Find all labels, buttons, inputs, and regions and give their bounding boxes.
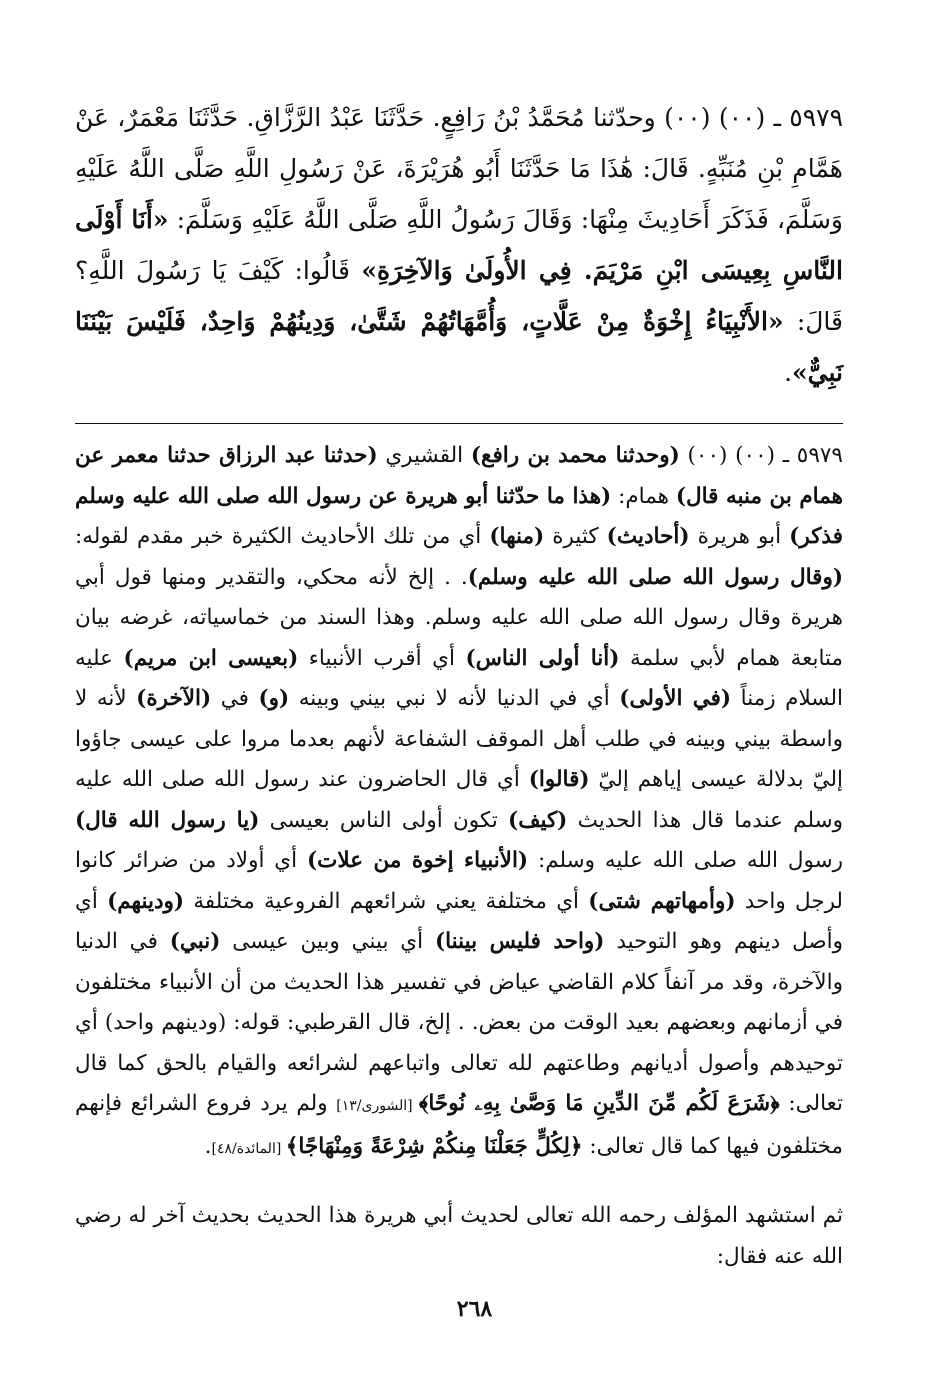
commentary-quote: (الآخرة) xyxy=(136,686,212,711)
commentary-quote: (قالوا) xyxy=(528,767,590,792)
commentary-segment: ولم يرد فروع الشرائع فإنهم مختلفون فيها كما قال تعالى: xyxy=(75,1091,843,1159)
commentary-segment: أي وأصل دينهم وهو التوحيد xyxy=(75,888,843,954)
commentary-segment: في الدنيا والآخرة، وقد مر آنفاً كلام القاضي عياض في تفسير هذا الحديث من أن الأنبياء مختلفون في أزمانهم وبعضهم بعيد الوقت من بعض. . إلخ، قال القرطبي: قوله: (ودينهم واحد) أي توحيدهم وأصول أديانهم وطاعتهم لله تعالى واتباعهم لشرائعه والقيام بالحق كما قال تعالى: xyxy=(75,929,843,1116)
commentary-segment: ٥٩٧٩ ـ (٠٠) (٠٠) xyxy=(679,443,843,468)
commentary-quote: (واحد فليس بيننا) xyxy=(434,929,605,954)
commentary-segment: عليه السلام زمناً xyxy=(75,645,844,711)
hadith-question: قَالُوا: كَيْفَ يَا رَسُولَ اللَّهِ؟ قَالَ: xyxy=(75,256,843,336)
commentary-segment: رسول الله صلى الله عليه وسلم: xyxy=(528,848,844,873)
commentary-quote: (في الأولى) xyxy=(619,686,732,711)
commentary-quote: (الأنبياء إخوة من علات) xyxy=(306,848,529,873)
section-divider xyxy=(75,423,843,424)
commentary-segment: أي مختلفة يعني شرائعهم الفروعية مختلفة xyxy=(184,888,589,914)
commentary-quote: (ودينهم) xyxy=(107,888,185,914)
hadith-end: . xyxy=(784,358,793,387)
commentary-segment: أي في الدنيا لأنه لا نبي بيني وبينه xyxy=(289,686,620,711)
commentary-quote: (يا رسول الله قال) xyxy=(75,807,260,833)
commentary-segment: أي قال الحاضرون عند رسول الله صلى الله عليه وسلم عندما قال هذا الحديث xyxy=(75,767,843,833)
commentary-segment: في xyxy=(211,686,259,711)
quran-verse: ﴿شَرَعَ لَكُم مِّنَ الدِّينِ مَا وَصَّىٰ بِهِۦ نُوحًا﴾ xyxy=(418,1091,780,1116)
commentary-segment: . xyxy=(204,1133,212,1159)
commentary-segment: أي أولاد من ضرائر كانوا لرجل واحد xyxy=(75,848,843,914)
verse-reference: [المائدة/٤٨] xyxy=(211,1140,286,1157)
closing-paragraph: ثم استشهد المؤلف رحمه الله تعالى لحديث أبي هريرة هذا الحديث بحديث آخر له رضي الله عنه فقال: xyxy=(75,1203,843,1269)
commentary-quote: (وحدثنا محمد بن رافع) xyxy=(470,443,680,468)
commentary-quote: (هذا ما حدّثنا أبو هريرة عن رسول الله صلى الله عليه وسلم فذكر) xyxy=(75,483,843,549)
commentary-segment: القشيري xyxy=(377,443,471,468)
commentary-quote: (منها) xyxy=(489,524,545,549)
commentary-segment: لأنه لا واسطة بيني وبينه في طلب أهل الموقف الشفاعة لأنهم بعدما مروا على عيسى جاؤوا إليّ بدلالة عيسى إياهم إليّ xyxy=(75,686,843,792)
hadith-text xyxy=(75,92,843,398)
commentary-segment: همام: xyxy=(611,483,676,509)
commentary-segment: أي بيني وبين عيسى xyxy=(220,929,435,954)
commentary-quote: (وقال رسول الله صلى الله عليه وسلم) xyxy=(467,564,843,590)
hadith-isnad: ٥٩٧٩ ـ (٠٠) (٠٠) وحدّثنا مُحَمَّدُ بْنُ رَافِعٍ. حَدَّثَنَا عَبْدُ الرَّزَّاقِ. حَدَّثَنَا مَعْمَرٌ، عَنْ هَمَّامِ بْنِ مُنَبِّهٍ. قَالَ: هَٰذَا مَا حَدَّثَنَا أَبُو هُرَيْرَةَ، عَنْ رَسُولِ اللَّهِ صَلَّى اللَّهُ عَلَيْهِ وَسَلَّمَ، فَذَكَرَ أَحَادِيثَ مِنْهَا: وَقَالَ رَسُولُ اللَّهِ صَلَّى اللَّهُ عَلَيْهِ وَسَلَّمَ: xyxy=(75,103,843,234)
commentary-text xyxy=(75,436,843,1169)
commentary-quote: (وأمهاتهم شتى) xyxy=(588,888,736,914)
quran-verse: ﴿لِكُلٍّ جَعَلْنَا مِنكُمْ شِرْعَةً وَمِنْهَاجًا﴾ xyxy=(285,1133,583,1159)
commentary-quote: (أنا أولى الناس) xyxy=(465,645,620,671)
commentary-quote: (أحاديث) xyxy=(606,524,690,549)
page-number: ٢٦٨ xyxy=(456,1296,493,1322)
hadith-matn-part-2: «الأَنْبِيَاءُ إِخْوَةٌ مِنْ عَلَّاتٍ، وَأُمَّهَاتُهُمْ شَتَّىٰ، وَدِينُهُمْ وَاحِدٌ، فَلَيْسَ بَيْنَنَا نَبِيٌّ» xyxy=(75,307,843,387)
commentary-quote: (بعيسى ابن مريم) xyxy=(123,645,299,671)
hadith-matn-part-1: «أَنَا أَوْلَى النَّاسِ بِعِيسَى ابْنِ مَرْيَمَ. فِي الأُولَىٰ وَالآخِرَةِ» xyxy=(75,205,843,285)
commentary-quote: (كيف) xyxy=(508,807,568,833)
commentary-segment: أبو هريرة xyxy=(689,524,790,549)
commentary-segment: كثيرة xyxy=(544,524,607,549)
verse-reference: [الشورى/١٣] xyxy=(336,1098,419,1114)
commentary-segment: تكون أولى الناس بعيسى xyxy=(259,807,509,833)
commentary-quote: (و) xyxy=(258,686,290,711)
commentary-quote: (نبي) xyxy=(169,929,221,954)
commentary-segment: أي من تلك الأحاديث الكثيرة خبر مقدم لقوله: xyxy=(75,524,490,549)
commentary-quote: (حدثنا عبد الرزاق حدثنا معمر عن همام بن منبه قال) xyxy=(75,443,843,509)
commentary-segment: أي أقرب الأنبياء xyxy=(298,645,466,671)
commentary-segment: . . إلخ لأنه محكي، والتقدير ومنها قول أبي هريرة وقال رسول الله صلى الله عليه وسلم. وهذا السند من خماسياته، غرضه بيان متابعة همام لأبي سلمة xyxy=(75,564,844,671)
